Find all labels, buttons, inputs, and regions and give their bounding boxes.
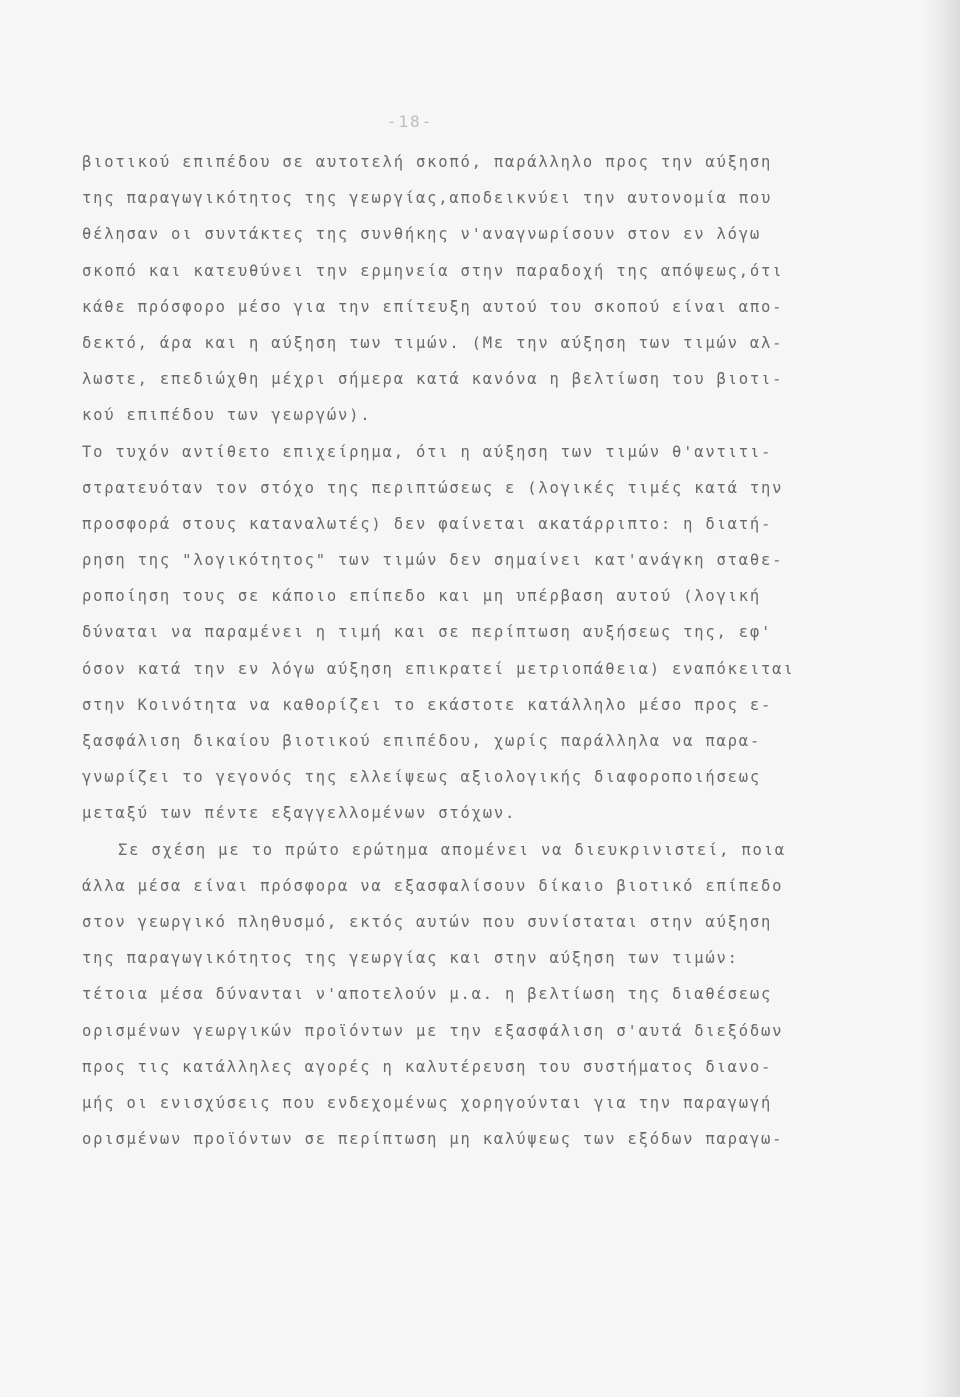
text-line: προσφορά στους καταναλωτές) δεν φαίνεται ακατάρριπτο: η διατή- bbox=[82, 514, 773, 533]
page-number: -18- bbox=[386, 112, 434, 131]
body-text bbox=[82, 144, 842, 1157]
text-line: μής οι ενισχύσεις που ενδεχομένως χορηγούνται για την παραγωγή bbox=[82, 1093, 773, 1112]
text-line: ορισμένων προϊόντων σε περίπτωση μη καλύψεως των εξόδων παραγω- bbox=[82, 1130, 784, 1149]
text-line: της παραγωγικότητος της γεωργίας και στην αύξηση των τιμών: bbox=[82, 949, 739, 968]
text-line: στρατευόταν τον στόχο της περιπτώσεως ε (λογικές τιμές κατά την bbox=[82, 478, 784, 497]
text-line: ροποίηση τους σε κάποιο επίπεδο και μη υπέρβαση αυτού (λογική bbox=[82, 587, 762, 606]
text-line: ορισμένων γεωργικών προϊόντων με την εξασφάλιση σ'αυτά διεξόδων bbox=[82, 1021, 784, 1040]
text-line: ρηση της "λογικότητος" των τιμών δεν σημαίνει κατ'ανάγκη σταθε- bbox=[82, 551, 784, 570]
text-line: κού επιπέδου των γεωργών). bbox=[82, 406, 372, 425]
text-line: θέλησαν οι συντάκτες της συνθήκης ν'αναγνωρίσουν στον εν λόγω bbox=[82, 225, 762, 244]
text-line: βιοτικού επιπέδου σε αυτοτελή σκοπό, παράλληλο προς την αύξηση bbox=[82, 153, 773, 171]
text-line: στην Κοινότητα να καθορίζει το εκάστοτε κατάλληλο μέσο προς ε- bbox=[82, 695, 773, 714]
text-line: στον γεωργικό πληθυσμό, εκτός αυτών που συνίσταται στην αύξηση bbox=[82, 912, 773, 931]
text-line: άλλα μέσα είναι πρόσφορα να εξασφαλίσουν δίκαιο βιοτικό επίπεδο bbox=[82, 876, 784, 895]
text-line: προς τις κατάλληλες αγορές η καλυτέρευση του συστήματος διανο- bbox=[82, 1057, 773, 1076]
text-line: γνωρίζει το γεγονός της ελλείψεως αξιολογικής διαφοροποιήσεως bbox=[82, 768, 762, 787]
text-line: δύναται να παραμένει η τιμή και σε περίπτωση αυξήσεως της, εφ' bbox=[82, 623, 773, 642]
page-edge-shadow bbox=[922, 0, 960, 1397]
text-line: λωστε, επεδιώχθη μέχρι σήμερα κατά κανόνα η βελτίωση του βιοτι- bbox=[82, 370, 784, 389]
text-line: σκοπό και κατευθύνει την ερμηνεία στην παραδοχή της απόψεως,ότι bbox=[82, 261, 784, 280]
text-line: Σε σχέση με το πρώτο ερώτημα απομένει να διευκρινιστεί, ποια bbox=[118, 840, 786, 859]
text-line: κάθε πρόσφορο μέσο για την επίτευξη αυτού του σκοπού είναι απο- bbox=[82, 297, 784, 316]
text-line: της παραγωγικότητος της γεωργίας,αποδεικνύει την αυτονομία που bbox=[82, 189, 773, 208]
text-line: τέτοια μέσα δύνανται ν'αποτελούν μ.α. η βελτίωση της διαθέσεως bbox=[82, 985, 773, 1004]
text-line: δεκτό, άρα και η αύξηση των τιμών. (Με την αύξηση των τιμών αλ- bbox=[82, 333, 784, 352]
text-line: μεταξύ των πέντε εξαγγελλομένων στόχων. bbox=[82, 804, 517, 823]
text-line: όσον κατά την εν λόγω αύξηση επικρατεί μετριοπάθεια) εναπόκειται bbox=[82, 659, 795, 678]
text-line: ξασφάλιση δικαίου βιοτικού επιπέδου, χωρίς παράλληλα να παρα- bbox=[82, 732, 762, 750]
text-line: Το τυχόν αντίθετο επιχείρημα, ότι η αύξηση των τιμών θ'αντιτι- bbox=[82, 442, 773, 461]
